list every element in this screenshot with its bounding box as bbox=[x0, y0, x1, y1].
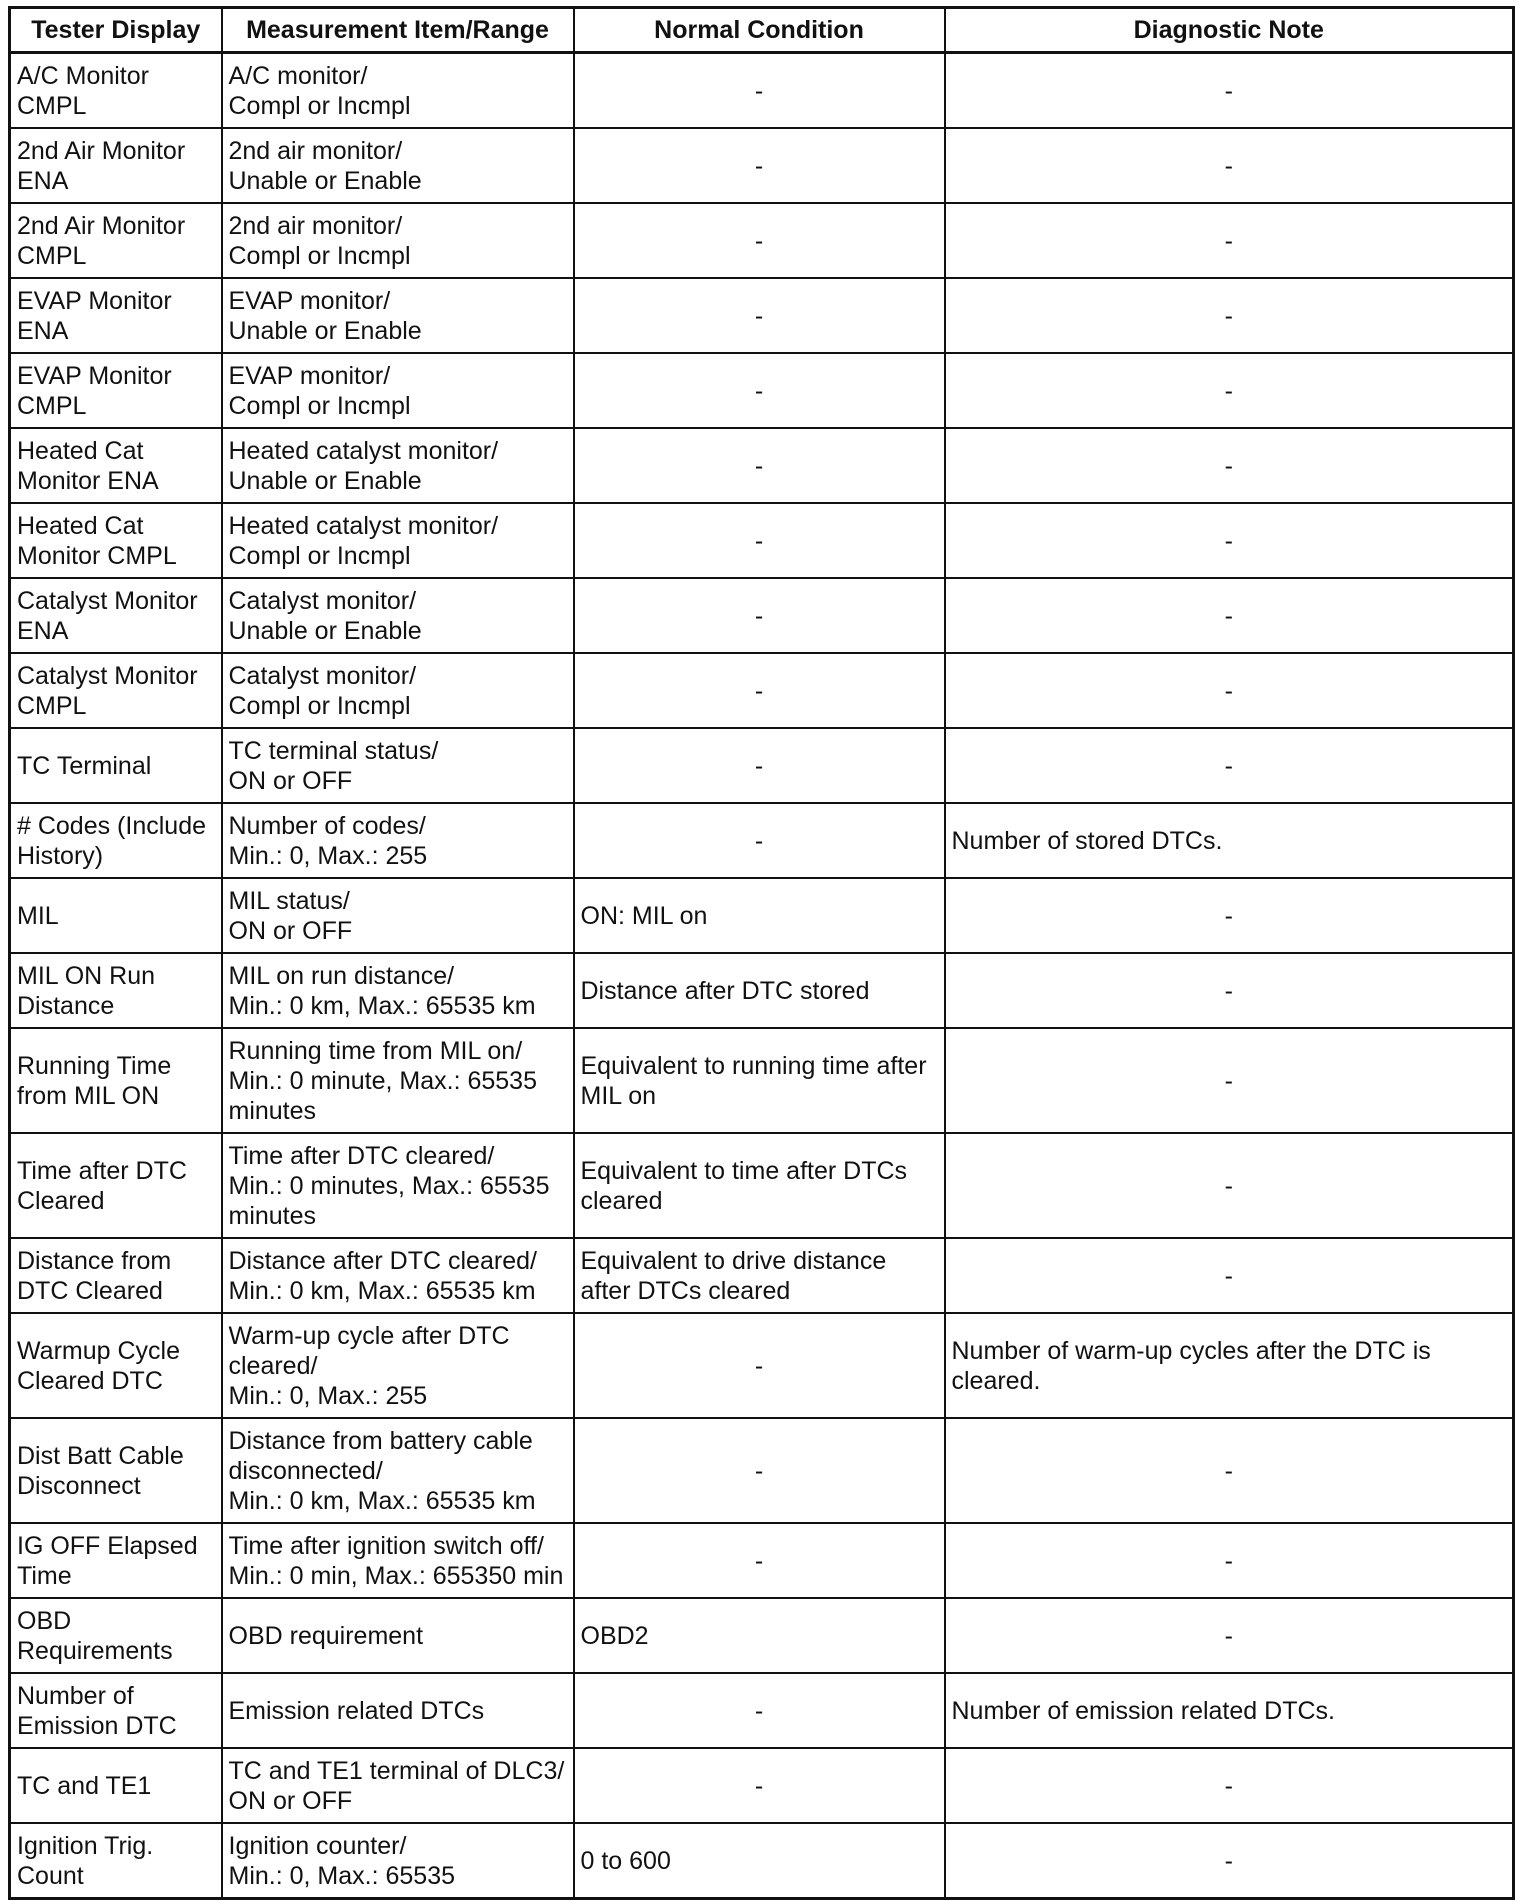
table-header-row bbox=[10, 8, 1514, 53]
normal-condition-cell: - bbox=[574, 128, 945, 203]
measurement-range-cell: Distance after DTC cleared/ Min.: 0 km, Max.: 65535 km bbox=[222, 1238, 574, 1313]
diagnostic-note-cell: - bbox=[945, 428, 1514, 503]
measurement-range-cell: Number of codes/ Min.: 0, Max.: 255 bbox=[222, 803, 574, 878]
diagnostic-note-cell: - bbox=[945, 953, 1514, 1028]
diagnostic-note-cell: - bbox=[945, 203, 1514, 278]
tester-display-cell: Dist Batt Cable Disconnect bbox=[10, 1418, 222, 1523]
normal-condition-cell: Equivalent to drive distance after DTCs cleared bbox=[574, 1238, 945, 1313]
tester-display-cell: TC and TE1 bbox=[10, 1748, 222, 1823]
table-row bbox=[10, 953, 1514, 1028]
normal-condition-cell: Equivalent to running time after MIL on bbox=[574, 1028, 945, 1133]
normal-condition-cell: - bbox=[574, 653, 945, 728]
measurement-range-cell: EVAP monitor/ Unable or Enable bbox=[222, 278, 574, 353]
tester-display-cell: Heated Cat Monitor ENA bbox=[10, 428, 222, 503]
tester-display-cell: Distance from DTC Cleared bbox=[10, 1238, 222, 1313]
measurement-range-cell: Heated catalyst monitor/ Compl or Incmpl bbox=[222, 503, 574, 578]
table-row bbox=[10, 203, 1514, 278]
diagnostic-note-cell: - bbox=[945, 578, 1514, 653]
tester-display-table bbox=[8, 6, 1515, 1900]
table-row bbox=[10, 1313, 1514, 1418]
normal-condition-cell: - bbox=[574, 53, 945, 129]
measurement-range-cell: Ignition counter/ Min.: 0, Max.: 65535 bbox=[222, 1823, 574, 1899]
table-row bbox=[10, 428, 1514, 503]
measurement-range-cell: Heated catalyst monitor/ Unable or Enable bbox=[222, 428, 574, 503]
diagnostic-note-cell: - bbox=[945, 1418, 1514, 1523]
table-row bbox=[10, 353, 1514, 428]
normal-condition-cell: - bbox=[574, 353, 945, 428]
header-measurement-item-range: Measurement Item/Range bbox=[222, 8, 574, 53]
table-row bbox=[10, 1418, 1514, 1523]
diagnostic-note-cell: - bbox=[945, 1823, 1514, 1899]
normal-condition-cell: - bbox=[574, 1418, 945, 1523]
table-row bbox=[10, 803, 1514, 878]
measurement-range-cell: Catalyst monitor/ Compl or Incmpl bbox=[222, 653, 574, 728]
tester-display-cell: 2nd Air Monitor ENA bbox=[10, 128, 222, 203]
normal-condition-cell: - bbox=[574, 278, 945, 353]
measurement-range-cell: Catalyst monitor/ Unable or Enable bbox=[222, 578, 574, 653]
table-row bbox=[10, 1133, 1514, 1238]
header-diagnostic-note: Diagnostic Note bbox=[945, 8, 1514, 53]
diagnostic-note-cell: - bbox=[945, 728, 1514, 803]
table-row bbox=[10, 578, 1514, 653]
tester-display-cell: Time after DTC Cleared bbox=[10, 1133, 222, 1238]
tester-display-cell: Catalyst Monitor ENA bbox=[10, 578, 222, 653]
header-normal-condition: Normal Condition bbox=[574, 8, 945, 53]
table-row bbox=[10, 1823, 1514, 1899]
table-row bbox=[10, 1673, 1514, 1748]
table-row bbox=[10, 878, 1514, 953]
tester-display-cell: MIL bbox=[10, 878, 222, 953]
measurement-range-cell: TC and TE1 terminal of DLC3/ ON or OFF bbox=[222, 1748, 574, 1823]
tester-display-cell: EVAP Monitor ENA bbox=[10, 278, 222, 353]
measurement-range-cell: Warm-up cycle after DTC cleared/ Min.: 0, Max.: 255 bbox=[222, 1313, 574, 1418]
normal-condition-cell: - bbox=[574, 203, 945, 278]
measurement-range-cell: TC terminal status/ ON or OFF bbox=[222, 728, 574, 803]
measurement-range-cell: EVAP monitor/ Compl or Incmpl bbox=[222, 353, 574, 428]
tester-display-cell: Number of Emission DTC bbox=[10, 1673, 222, 1748]
table-row bbox=[10, 1748, 1514, 1823]
normal-condition-cell: - bbox=[574, 1748, 945, 1823]
normal-condition-cell: - bbox=[574, 803, 945, 878]
tester-display-cell: IG OFF Elapsed Time bbox=[10, 1523, 222, 1598]
diagnostic-note-cell: - bbox=[945, 878, 1514, 953]
measurement-range-cell: A/C monitor/ Compl or Incmpl bbox=[222, 53, 574, 129]
table-row bbox=[10, 503, 1514, 578]
diagnostic-note-cell: - bbox=[945, 128, 1514, 203]
diagnostic-note-cell: - bbox=[945, 503, 1514, 578]
tester-display-cell: OBD Requirements bbox=[10, 1598, 222, 1673]
diagnostic-note-cell: Number of warm-up cycles after the DTC is cleared. bbox=[945, 1313, 1514, 1418]
measurement-range-cell: Time after ignition switch off/ Min.: 0 min, Max.: 655350 min bbox=[222, 1523, 574, 1598]
normal-condition-cell: - bbox=[574, 503, 945, 578]
diagnostic-note-cell: - bbox=[945, 1133, 1514, 1238]
normal-condition-cell: - bbox=[574, 1673, 945, 1748]
measurement-range-cell: 2nd air monitor/ Compl or Incmpl bbox=[222, 203, 574, 278]
diagnostic-note-cell: - bbox=[945, 1028, 1514, 1133]
measurement-range-cell: Distance from battery cable disconnected/ Min.: 0 km, Max.: 65535 km bbox=[222, 1418, 574, 1523]
table-row bbox=[10, 1028, 1514, 1133]
diagnostic-note-cell: Number of stored DTCs. bbox=[945, 803, 1514, 878]
table-row bbox=[10, 278, 1514, 353]
tester-display-cell: Ignition Trig. Count bbox=[10, 1823, 222, 1899]
measurement-range-cell: 2nd air monitor/ Unable or Enable bbox=[222, 128, 574, 203]
tester-display-cell: Running Time from MIL ON bbox=[10, 1028, 222, 1133]
tester-display-cell: # Codes (Include History) bbox=[10, 803, 222, 878]
normal-condition-cell: - bbox=[574, 1523, 945, 1598]
diagnostic-note-cell: - bbox=[945, 353, 1514, 428]
normal-condition-cell: Equivalent to time after DTCs cleared bbox=[574, 1133, 945, 1238]
measurement-range-cell: Time after DTC cleared/ Min.: 0 minutes, Max.: 65535 minutes bbox=[222, 1133, 574, 1238]
tester-display-cell: Heated Cat Monitor CMPL bbox=[10, 503, 222, 578]
tester-display-cell: 2nd Air Monitor CMPL bbox=[10, 203, 222, 278]
diagnostic-note-cell: - bbox=[945, 1238, 1514, 1313]
diagnostic-note-cell: - bbox=[945, 653, 1514, 728]
diagnostic-note-cell: - bbox=[945, 278, 1514, 353]
table-body bbox=[10, 53, 1514, 1899]
normal-condition-cell: - bbox=[574, 1313, 945, 1418]
tester-display-cell: Catalyst Monitor CMPL bbox=[10, 653, 222, 728]
table-row bbox=[10, 728, 1514, 803]
normal-condition-cell: OBD2 bbox=[574, 1598, 945, 1673]
diagnostic-note-cell: - bbox=[945, 53, 1514, 129]
diagnostic-note-cell: - bbox=[945, 1598, 1514, 1673]
diagnostic-note-cell: - bbox=[945, 1523, 1514, 1598]
tester-display-cell: Warmup Cycle Cleared DTC bbox=[10, 1313, 222, 1418]
diagnostic-note-cell: - bbox=[945, 1748, 1514, 1823]
normal-condition-cell: 0 to 600 bbox=[574, 1823, 945, 1899]
measurement-range-cell: OBD requirement bbox=[222, 1598, 574, 1673]
measurement-range-cell: Running time from MIL on/ Min.: 0 minute, Max.: 65535 minutes bbox=[222, 1028, 574, 1133]
table-row bbox=[10, 653, 1514, 728]
table-row bbox=[10, 128, 1514, 203]
header-tester-display: Tester Display bbox=[10, 8, 222, 53]
table-row bbox=[10, 1238, 1514, 1313]
table-row bbox=[10, 1523, 1514, 1598]
normal-condition-cell: - bbox=[574, 728, 945, 803]
normal-condition-cell: - bbox=[574, 428, 945, 503]
tester-display-cell: A/C Monitor CMPL bbox=[10, 53, 222, 129]
measurement-range-cell: MIL on run distance/ Min.: 0 km, Max.: 65535 km bbox=[222, 953, 574, 1028]
measurement-range-cell: MIL status/ ON or OFF bbox=[222, 878, 574, 953]
table-row bbox=[10, 53, 1514, 129]
tester-display-cell: MIL ON Run Distance bbox=[10, 953, 222, 1028]
normal-condition-cell: ON: MIL on bbox=[574, 878, 945, 953]
normal-condition-cell: Distance after DTC stored bbox=[574, 953, 945, 1028]
normal-condition-cell: - bbox=[574, 578, 945, 653]
table-row bbox=[10, 1598, 1514, 1673]
measurement-range-cell: Emission related DTCs bbox=[222, 1673, 574, 1748]
diagnostic-note-cell: Number of emission related DTCs. bbox=[945, 1673, 1514, 1748]
tester-display-cell: EVAP Monitor CMPL bbox=[10, 353, 222, 428]
tester-display-cell: TC Terminal bbox=[10, 728, 222, 803]
